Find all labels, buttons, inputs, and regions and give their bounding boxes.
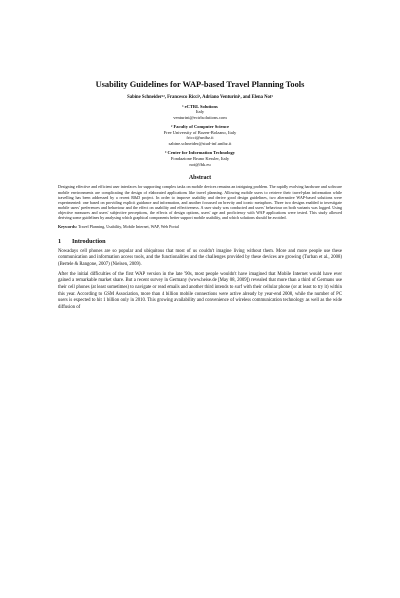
section-title: Introduction [72, 237, 106, 245]
affiliation-email: fricci@unibz.it [186, 135, 214, 141]
affiliation-org: ¹ eCTRL Solutions [182, 103, 218, 109]
affiliation-1 [58, 104, 342, 121]
keywords [58, 224, 342, 229]
affiliation-3 [58, 150, 342, 167]
abstract-heading: Abstract [188, 175, 212, 182]
affiliation-line: Italy [195, 109, 205, 115]
affiliation-email: sabine.schneider@stud-inf.unibz.it [168, 141, 232, 147]
section-heading [58, 238, 342, 245]
affiliation-email: not@fbk.eu [189, 161, 211, 167]
paper-title: Usability Guidelines for WAP-based Travel Planning Tools [95, 80, 305, 89]
affiliation-org: ³ Center for Information Technology [165, 150, 235, 156]
keywords-label: Keywords: [58, 223, 78, 229]
affiliation-2 [58, 124, 342, 147]
keywords-text: Travel Planning, Usability, Mobile Internet, WAP, Web Portal [78, 223, 179, 229]
body-paragraph: After the initial difficulties of the first WAP version in the late '90s, most people wouldn't have imagined that Mobile Internet would have ever gained a remarkable market share. But a recent survey in Germany (www.heise.de [May 08, 2009]) revealed that more than a third of Germans use their cell phones (at least sometimes) to navigate or read emails and another third intends to surf with their cellular phone (or at least to try it) within this year. According to GSM Association, more than 4 billion mobile connections were active already by year-end 2008, while the number of PC users is expected to hit 1 billion only in 2010. This growing availability and convenience of wireless communication technology as well as the wide diffusion of [58, 271, 342, 311]
section-body [58, 249, 342, 312]
section-number: 1 [58, 237, 62, 245]
affiliation-org: ² Faculty of Computer Science [170, 123, 229, 129]
author-list: Sabine Schneider¹², Francesco Ricci², Adriano Venturini¹, and Elena Not³ [127, 94, 273, 100]
paper-page [0, 80, 400, 598]
affiliation-email: venturini@ectrlsolutions.com [173, 115, 227, 121]
affiliation-line: Free University of Bozen-Bolzano, Italy [163, 129, 237, 135]
abstract-text: Designing effective and efficient user interfaces for supporting complex tasks on mobile devices remains an intriguing problem. The rapidly evolving hardware and software mobile environments are complicating the design of elaborated applications like travel planning. Allowing mobile users to retrieve their travel-plan information while travelling has been addressed by a recent R&D project. In order to improve usability and derive good design guidelines, two alternative WAP-based solutions were experimented: one based on providing explicit guidance and information, and another focussed on brevity and iconic metaphors. Three two designs enabled to investigate mobile users' preferences and behaviour and the effect on usability and effectiveness. A user study was conducted and users' behaviour on both variants was logged. Using objective measures and users' subjective perceptions, the effects of design options, users' age and proficiency with WAP applications were tested. This study allowed deriving some guidelines by analysing which graphical components better support mobile usability, and which solutions should be avoided. [58, 184, 342, 221]
body-paragraph: Nowadays cell phones are so popular and ubiquitous that most of us couldn't imagine living without them. More and more people use these communication and information access tools, and the functionalities and the challenges provided by these devices are growing (Turban et al., 2008) (Bertele & Rangone, 2007) (Nielsen, 2009). [58, 248, 342, 268]
affiliation-line: Fondazione Bruno Kessler, Italy [170, 155, 230, 161]
